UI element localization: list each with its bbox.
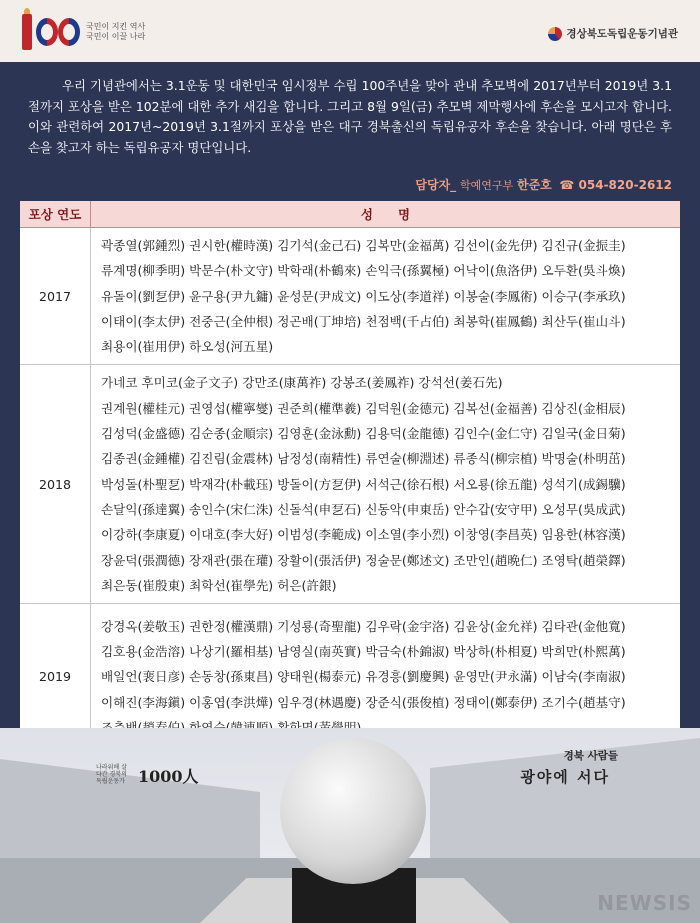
name-line: 이강하(李康夏) 이대호(李大好) 이범성(李範成) 이소열(李小烈) 이창영(李昌英) 임용한(林容漢) [101,527,626,543]
slogan [86,22,145,42]
table-row [20,365,680,604]
brand-name: 경상북도독립운동기념관 [566,28,678,40]
museum-logo-icon [548,27,562,41]
wall-right-big-text: 광야에 서다 [520,768,610,786]
contact-label: 담당자_ [415,178,457,192]
contact-phone: ☎ 054-820-2612 [559,178,672,192]
name-line: 이해진(李海鎭) 이홍엽(李洪燁) 임우경(林遇慶) 장준식(張俊植) 정태이(鄭泰伊) 조기수(趙基守) [101,694,626,710]
brand [548,26,678,41]
contact-name: 한준호 [516,178,552,192]
name-line: 가네코 후미코(金子文子) 강만조(康萬祚) 강봉조(姜鳳祚) 강석선(姜石先) [101,375,503,391]
name-line: 류계명(柳季明) 박문수(朴文守) 박학래(朴鶴來) 손익극(孫翼極) 어낙이(魚洛伊) 오두환(吳斗煥) [101,263,626,279]
name-line: 이태이(李太伊) 전중근(全仲根) 정곤배(丁坤培) 천점백(千占伯) 최봉학(崔鳳鶴) 최산두(崔山斗) [101,313,626,329]
name-line: 유돌이(劉乭伊) 윤구용(尹九鏞) 윤성문(尹成文) 이도상(李道祥) 이봉술(李鳳術) 이승구(李承玖) [101,288,626,304]
wall-left-small-text: 나라위해 살다간 경북의 독립운동가 [96,764,127,785]
name-line: 장윤덕(張潤德) 장재관(張在瓘) 장활이(張活伊) 정술문(鄭述文) 조만인(趙晩仁) 조영탁(趙榮鐸) [101,552,626,568]
slogan-line1: 국민이 지킨 역사 [86,22,146,31]
header-names: 성 명 [91,201,681,228]
centennial-logo [22,12,82,52]
name-line: 김호용(金浩溶) 나상기(羅相基) 남영실(南英實) 박금숙(朴錦淑) 박상하(朴相夏) 박희만(朴熙萬) [101,643,626,659]
name-line: 손달익(孫達翼) 송인수(宋仁洙) 신돌석(申乭石) 신동악(申東岳) 안수갑(安守甲) 오성무(吳成武) [101,501,626,517]
name-line: 김성덕(金盛德) 김순종(金順宗) 김영훈(金泳勳) 김용덕(金龍德) 김인수(金仁守) 김일국(金日菊) [101,426,626,442]
contact-dept: 학예연구부 [460,179,514,192]
watermark: NEWSIS [597,891,692,915]
names-cell [91,228,681,365]
slogan-line2: 국민이 이끌 나라 [86,32,146,41]
name-line: 곽종열(郭鍾烈) 권시한(權時漢) 김기석(金己石) 김복만(金福萬) 김선이(金先伊) 김진규(金振圭) [101,238,626,253]
intro-paragraph: 우리 기념관에서는 3.1운동 및 대한민국 임시정부 수립 100주년을 맞아 관내 추모벽에 2017년부터 2019년 3.1절까지 포상을 받은 102분에 대한 추가 새김을 합니다. 그리고 8월 9일(금) 추모벽 제막행사에 후손을 모시고자 합니다. 이와 관련하여 2017년~2019년 3.1절까지 포상을 받은 대구 경북출신의 독립유공자 후손을 찾습니다. 아래 명단은 후손을 찾고자 하는 독립유공자 명단입니다. [28,78,672,155]
name-line: 강경옥(姜敬玉) 권한정(權漢鼎) 기성룡(奇聖龍) 김우락(金宇洛) 김윤상(金允祥) 김타관(金他寬) [101,618,626,634]
contact-line [415,176,672,193]
year-cell: 2017 [20,228,91,365]
name-line: 박성돌(朴聖乭) 박재각(朴載珏) 방돌이(方乭伊) 서석근(徐石根) 서오룡(徐五龍) 성석기(成錫驥) [101,476,626,492]
honoree-table [20,201,680,750]
year-cell: 2019 [20,604,91,750]
wall-left-big-text: 1000人 [138,767,199,786]
memorial-photo [0,728,700,923]
header-bar [0,0,700,62]
honoree-table-panel [20,201,680,728]
header-year: 포상 연도 [20,201,91,228]
name-line: 최은동(崔殷東) 최학선(崔學先) 허은(許銀) [101,577,337,593]
year-cell: 2018 [20,365,91,604]
name-line: 김종권(金鍾權) 김진림(金震林) 남정성(南精性) 류연술(柳淵述) 류종식(柳宗植) 박명술(朴明茁) [101,451,626,467]
names-cell [91,365,681,604]
wall-right-small-text: 경북 사람들 [563,750,618,762]
name-line: 배일언(裵日彦) 손동창(孫東昌) 양태원(楊泰元) 유경흥(劉慶興) 윤영만(尹永滿) 이남숙(李南淑) [101,669,626,685]
table-row [20,228,680,365]
stone-sphere [280,738,426,884]
name-line: 권계원(權桂元) 권영섭(權寧燮) 권준희(權準羲) 김덕원(金德元) 김복선(金福善) 김상진(金相辰) [101,400,626,416]
name-line: 최용이(崔用伊) 하오성(河五星) [101,339,274,355]
